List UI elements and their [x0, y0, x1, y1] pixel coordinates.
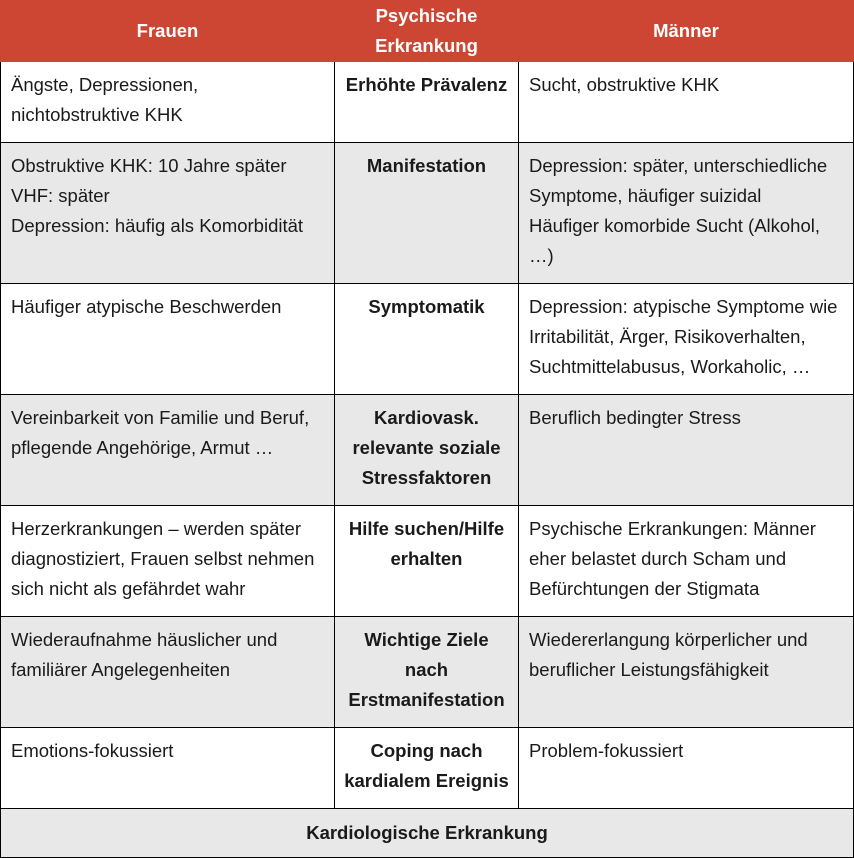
table-row	[1, 728, 854, 809]
cell-women: Ängste, Depressionen, nichtobstruktive KHK	[1, 62, 335, 143]
table-row	[1, 395, 854, 506]
cell-men: Sucht, obstruktive KHK	[519, 62, 854, 143]
table-row	[1, 284, 854, 395]
table-row	[1, 506, 854, 617]
cell-category: Erhöhte Prävalenz	[335, 62, 519, 143]
header-row	[1, 1, 854, 62]
cell-women: Häufiger atypische Beschwerden	[1, 284, 335, 395]
cell-men: Depression: später, unterschiedliche Symptome, häufiger suizidal Häufiger komorbide Sucht (Alkohol, …)	[519, 143, 854, 284]
cell-women: Herzerkrankungen – werden später diagnostiziert, Frauen selbst nehmen sich nicht als gefährdet wahr	[1, 506, 335, 617]
cell-women: Obstruktive KHK: 10 Jahre später VHF: später Depression: häufig als Komorbidität	[1, 143, 335, 284]
footer-row	[1, 809, 854, 858]
cell-women: Wiederaufnahme häuslicher und familiärer Angelegenheiten	[1, 617, 335, 728]
cell-men: Beruflich bedingter Stress	[519, 395, 854, 506]
table-row	[1, 617, 854, 728]
cell-category: Wichtige Ziele nach Erstmanifestation	[335, 617, 519, 728]
cell-category: Kardiovask. relevante soziale Stressfaktoren	[335, 395, 519, 506]
table-row	[1, 143, 854, 284]
cell-category: Symptomatik	[335, 284, 519, 395]
cell-men: Depression: atypische Symptome wie Irritabilität, Ärger, Risikoverhalten, Suchtmittelabusus, Workaholic, …	[519, 284, 854, 395]
table-row	[1, 62, 854, 143]
header-men: Männer	[519, 1, 854, 62]
cell-category: Hilfe suchen/Hilfe erhalten	[335, 506, 519, 617]
cell-women: Vereinbarkeit von Familie und Beruf, pflegende Angehörige, Armut …	[1, 395, 335, 506]
footer-label: Kardiologische Erkrankung	[1, 809, 854, 858]
cell-women: Emotions-fokussiert	[1, 728, 335, 809]
header-women: Frauen	[1, 1, 335, 62]
cell-category: Manifestation	[335, 143, 519, 284]
cell-men: Wiedererlangung körperlicher und beruflicher Leistungsfähigkeit	[519, 617, 854, 728]
cell-category: Coping nach kardialem Ereignis	[335, 728, 519, 809]
cell-men: Problem-fokussiert	[519, 728, 854, 809]
cell-men: Psychische Erkrankungen: Männer eher belastet durch Scham und Befürchtungen der Stigmata	[519, 506, 854, 617]
header-middle: Psychische Erkrankung	[335, 1, 519, 62]
